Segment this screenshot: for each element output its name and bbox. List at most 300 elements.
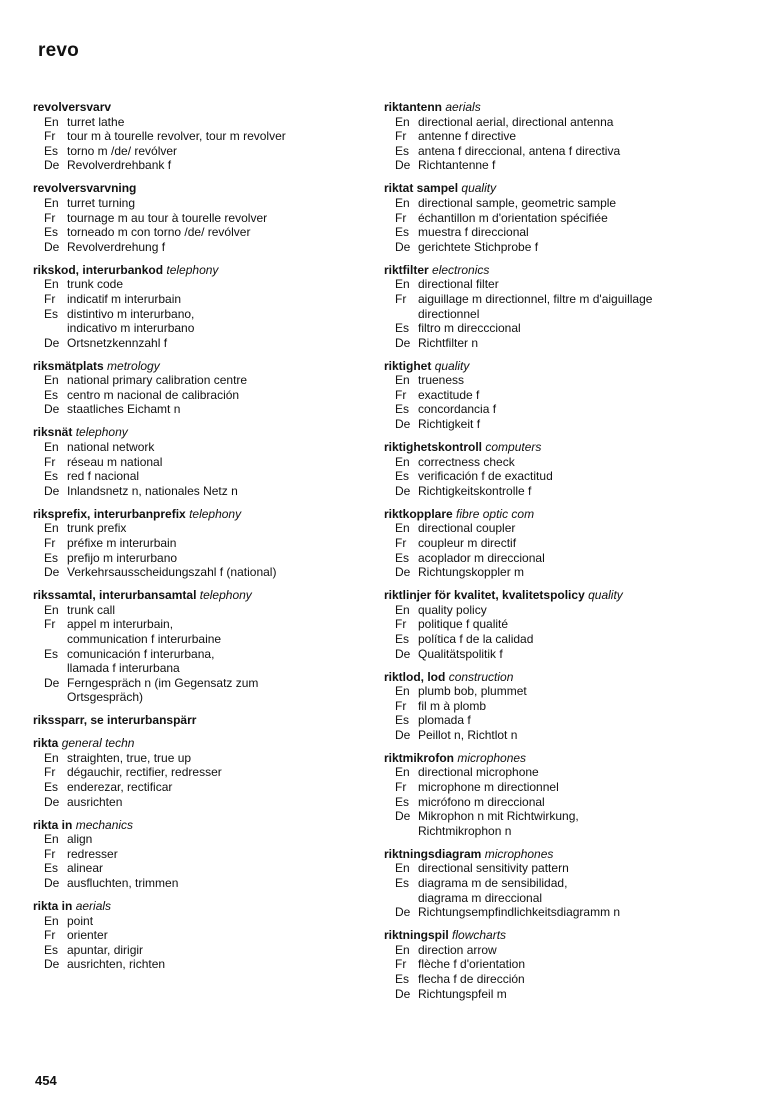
dictionary-entry [384, 100, 724, 173]
translation-line [384, 484, 724, 499]
translation-line [33, 536, 358, 551]
translation-text: directional aerial, directional antenna [418, 114, 614, 129]
translation-text: indicatif m interurbain [67, 291, 182, 306]
headword: riktantenn [384, 100, 443, 114]
language-code: En [44, 277, 59, 292]
language-code: En [395, 765, 410, 780]
translation-line [384, 699, 724, 714]
translation-text: flecha f de dirección [418, 971, 525, 986]
language-code: En [44, 195, 59, 210]
language-code: Fr [395, 387, 407, 402]
language-code: Es [395, 402, 410, 417]
translation-line [33, 603, 358, 618]
language-code: Fr [395, 957, 407, 972]
dictionary-entry [384, 181, 724, 254]
entry-heading [33, 359, 358, 374]
subject-domain: computers [485, 440, 542, 455]
translation-line [384, 905, 724, 920]
translation-text: ausrichten [67, 794, 123, 809]
headword: rikta [33, 736, 59, 751]
translation-line [33, 751, 358, 766]
language-code: De [395, 646, 411, 661]
translation-continuation [384, 307, 724, 322]
translation-line [384, 196, 724, 211]
entry-heading [33, 100, 358, 115]
translation-text: Richtungsempfindlichkeitsdiagramm n [418, 905, 621, 920]
translation-text: Mikrophon n mit Richtwirkung, [418, 809, 579, 824]
translation-line [33, 957, 358, 972]
translation-text: microphone m directionnel [418, 780, 559, 795]
language-code: Fr [44, 291, 56, 306]
language-code: De [395, 239, 411, 254]
translation-line [384, 211, 724, 226]
language-code: Fr [395, 210, 407, 225]
dictionary-entry [384, 359, 724, 432]
translation-line [384, 728, 724, 743]
headword: riktfilter [384, 262, 429, 277]
translation-line [384, 373, 724, 388]
dictionary-entry [33, 507, 358, 580]
dictionary-entry [384, 588, 724, 661]
translation-text: tournage m au tour à tourelle revolver [67, 210, 268, 225]
headword: rikssamtal, interurbansamtal [33, 588, 197, 603]
translation-line [384, 455, 724, 470]
translation-text: national primary calibration centre [67, 373, 248, 388]
language-code: En [395, 602, 410, 617]
dictionary-entry [384, 847, 724, 920]
translation-line [33, 847, 358, 862]
subject-domain: quality [588, 588, 623, 603]
language-code: Es [44, 306, 59, 321]
language-code: De [44, 239, 60, 254]
translation-line [384, 972, 724, 987]
headword: rikssparr, se interurbanspärr [33, 713, 197, 728]
dictionary-entry [384, 440, 724, 498]
translation-text: exactitude f [418, 387, 480, 402]
language-code: En [44, 114, 59, 129]
translation-text: trunk code [67, 277, 124, 292]
dictionary-entry [33, 899, 358, 972]
translation-text: ausfluchten, trimmen [67, 876, 179, 891]
translation-line [33, 943, 358, 958]
translation-line [33, 928, 358, 943]
entry-heading [33, 507, 358, 522]
translation-line [33, 373, 358, 388]
dictionary-entry [33, 359, 358, 417]
entry-heading [384, 440, 724, 455]
dictionary-entry [384, 928, 724, 1001]
entry-heading [384, 847, 724, 862]
language-code: De [44, 675, 60, 690]
language-code: De [395, 483, 411, 498]
translation-text: indicativo m interurbano [67, 321, 195, 336]
entry-heading [33, 899, 358, 914]
translation-line [33, 521, 358, 536]
language-code: En [44, 521, 59, 536]
language-code: En [395, 861, 410, 876]
language-code: Fr [44, 765, 56, 780]
translation-line [384, 469, 724, 484]
translation-line [384, 158, 724, 173]
dictionary-entry [33, 100, 358, 173]
language-code: De [44, 483, 60, 498]
translation-text: Verkehrsausscheidungszahl f (national) [67, 565, 277, 580]
translation-line [33, 551, 358, 566]
translation-text: Ortsgespräch) [67, 690, 144, 705]
translation-text: plomada f [418, 713, 471, 728]
translation-line [33, 795, 358, 810]
language-code: Fr [44, 928, 56, 943]
subject-domain: fibre optic com [456, 506, 535, 521]
dictionary-entry [33, 263, 358, 351]
translation-line [384, 876, 724, 891]
language-code: Es [395, 225, 410, 240]
translation-text: préfixe m interurbain [67, 535, 177, 550]
headword: rikta in [33, 899, 73, 913]
entry-heading [384, 751, 724, 766]
translation-continuation [384, 891, 724, 906]
entry-heading [33, 588, 358, 603]
translation-line [384, 987, 724, 1002]
headword: revolversvarv [33, 100, 112, 114]
language-code: Fr [44, 617, 56, 632]
translation-text: correctness check [418, 454, 515, 469]
entry-heading [384, 359, 724, 374]
translation-line [33, 129, 358, 144]
language-code: Es [44, 550, 59, 565]
translation-text: coupleur m directif [418, 535, 517, 550]
translation-line [384, 551, 724, 566]
language-code: Fr [44, 535, 56, 550]
language-code: De [395, 905, 411, 920]
subject-domain: telephony [189, 506, 242, 521]
translation-text: prefijo m interurbano [67, 550, 178, 565]
entry-heading [384, 181, 724, 196]
entry-heading [384, 263, 724, 278]
dictionary-entry [33, 425, 358, 498]
translation-text: ausrichten, richten [67, 957, 166, 972]
translation-continuation [33, 632, 358, 647]
translation-line [33, 617, 358, 632]
translation-line [384, 565, 724, 580]
subject-domain: construction [448, 669, 514, 684]
headword: riktningsdiagram [384, 846, 482, 861]
language-code: De [44, 335, 60, 350]
language-code: De [395, 727, 411, 742]
translation-text: Richtfilter n [418, 335, 479, 350]
language-code: Es [44, 942, 59, 957]
translation-text: filtro m direcccional [418, 321, 521, 336]
translation-text: échantillon m d'orientation spécifiée [418, 210, 608, 225]
headword: riktat sampel [384, 181, 459, 196]
translation-line [384, 632, 724, 647]
subject-domain: quality [461, 181, 497, 196]
language-code: De [395, 417, 411, 432]
translation-text: alinear [67, 861, 104, 876]
headword: riktmikrofon [384, 750, 455, 765]
translation-text: Richtungskoppler m [418, 565, 525, 580]
translation-text: align [67, 832, 93, 847]
language-code: En [44, 373, 59, 388]
translation-text: straighten, true, true up [67, 750, 192, 765]
translation-line [384, 617, 724, 632]
language-code: Fr [395, 129, 407, 144]
translation-text: antenne f directive [418, 129, 517, 144]
translation-line [33, 307, 358, 322]
language-code: Es [395, 713, 410, 728]
language-code: De [44, 565, 60, 580]
translation-line [384, 336, 724, 351]
language-code: Es [395, 794, 410, 809]
translation-line [384, 536, 724, 551]
language-code: Es [395, 469, 410, 484]
language-code: Es [44, 780, 59, 795]
translation-line [384, 129, 724, 144]
translation-line [33, 115, 358, 130]
translation-line [384, 417, 724, 432]
page-number: 454 [35, 1073, 57, 1088]
translation-line [33, 484, 358, 499]
translation-line [384, 603, 724, 618]
translation-line [33, 240, 358, 255]
entry-heading [384, 507, 724, 522]
subject-domain: aerials [445, 100, 481, 114]
language-code: Fr [395, 535, 407, 550]
translation-text: Richtigkeit f [418, 417, 481, 432]
language-code: En [395, 521, 410, 536]
translation-line [384, 225, 724, 240]
translation-text: national network [67, 440, 155, 455]
translation-line [33, 565, 358, 580]
translation-line [33, 832, 358, 847]
headword: riktighet [384, 358, 432, 373]
entry-heading [384, 928, 724, 943]
language-code: Fr [44, 210, 56, 225]
subject-domain: microphones [484, 846, 554, 861]
translation-line [33, 780, 358, 795]
entry-heading [33, 818, 358, 833]
dictionary-entry [384, 670, 724, 743]
translation-text: política f de la calidad [418, 631, 534, 646]
translation-text: torneado m con torno /de/ revólver [67, 225, 251, 240]
translation-text: staatliches Eichamt n [67, 402, 181, 417]
headword: revolversvarvning [33, 181, 137, 196]
subject-domain: quality [434, 358, 470, 373]
entry-heading [33, 425, 358, 440]
language-code: En [44, 440, 59, 455]
translation-line [33, 861, 358, 876]
translation-line [384, 780, 724, 795]
subject-domain: mechanics [75, 817, 134, 832]
subject-domain: telephony [166, 262, 219, 277]
translation-text: apuntar, dirigir [67, 942, 144, 957]
translation-line [384, 795, 724, 810]
dictionary-entry [33, 818, 358, 891]
entry-heading [33, 263, 358, 278]
dictionary-entry [384, 751, 724, 839]
translation-text: communication f interurbaine [67, 631, 222, 646]
translation-line [33, 388, 358, 403]
headword: riktighetskontroll [384, 440, 483, 455]
translation-line [33, 455, 358, 470]
subject-domain: electronics [432, 262, 490, 277]
language-code: Fr [395, 698, 407, 713]
translation-line [384, 521, 724, 536]
translation-line [33, 676, 358, 691]
translation-line [33, 158, 358, 173]
translation-line [384, 144, 724, 159]
translation-line [33, 144, 358, 159]
entry-heading [384, 588, 724, 603]
headword: riksprefix, interurbanprefix [33, 506, 186, 521]
translation-text: directional sensitivity pattern [418, 861, 569, 876]
translation-line [33, 647, 358, 662]
translation-line [384, 292, 724, 307]
translation-line [33, 765, 358, 780]
translation-line [33, 196, 358, 211]
language-code: De [44, 794, 60, 809]
headword: rikskod, interurbankod [33, 262, 164, 277]
language-code: En [44, 832, 59, 847]
translation-text: llamada f interurbana [67, 661, 180, 676]
language-code: Es [44, 387, 59, 402]
translation-text: appel m interurbain, [67, 617, 174, 632]
language-code: En [395, 114, 410, 129]
entry-heading [33, 181, 358, 196]
translation-line [384, 402, 724, 417]
translation-text: Ferngespräch n (im Gegensatz zum [67, 675, 259, 690]
translation-text: réseau m national [67, 454, 163, 469]
translation-line [33, 469, 358, 484]
language-code: Fr [44, 454, 56, 469]
dictionary-entry [33, 713, 358, 728]
translation-continuation [384, 824, 724, 839]
translation-line [384, 684, 724, 699]
dictionary-entry [33, 588, 358, 705]
translation-text: dégauchir, rectifier, redresser [67, 765, 222, 780]
translation-text: Inlandsnetz n, nationales Netz n [67, 483, 238, 498]
language-code: En [395, 684, 410, 699]
entry-heading [33, 713, 358, 728]
headword: riktningspil [384, 928, 449, 943]
language-code: De [395, 809, 411, 824]
language-code: Es [395, 321, 410, 336]
language-code: De [395, 335, 411, 350]
translation-text: quality policy [418, 602, 487, 617]
language-code: Es [44, 861, 59, 876]
language-code: Es [395, 550, 410, 565]
language-code: Fr [395, 291, 407, 306]
translation-text: directional coupler [418, 521, 516, 536]
language-code: De [44, 158, 60, 173]
subject-domain: flowcharts [452, 928, 507, 943]
entry-heading [384, 100, 724, 115]
translation-text: antena f direccional, antena f directiva [418, 143, 621, 158]
translation-continuation [33, 661, 358, 676]
translation-text: enderezar, rectificar [67, 780, 173, 795]
subject-domain: aerials [75, 899, 112, 913]
dictionary-entry [384, 507, 724, 580]
translation-text: trunk call [67, 602, 116, 617]
translation-line [33, 277, 358, 292]
language-code: De [395, 565, 411, 580]
translation-text: Richtantenne f [418, 158, 496, 173]
headword: riksmätplats [33, 358, 104, 373]
translation-line [33, 440, 358, 455]
language-code: Es [395, 631, 410, 646]
translation-text: torno m /de/ revólver [67, 143, 178, 158]
translation-text: flèche f d'orientation [418, 957, 526, 972]
translation-line [384, 240, 724, 255]
subject-domain: telephony [75, 425, 128, 440]
translation-text: red f nacional [67, 469, 140, 484]
translation-text: turret turning [67, 195, 136, 210]
translation-text: micrófono m direccional [418, 794, 545, 809]
language-code: En [44, 602, 59, 617]
translation-line [33, 336, 358, 351]
headword: rikta in [33, 817, 73, 832]
translation-text: acoplador m direccional [418, 550, 545, 565]
translation-text: distintivo m interurbano, [67, 306, 195, 321]
language-code: Es [395, 143, 410, 158]
page-header: revo [38, 40, 79, 61]
translation-text: Revolverdrehbank f [67, 158, 172, 173]
language-code: Es [395, 971, 410, 986]
translation-line [384, 809, 724, 824]
translation-line [384, 765, 724, 780]
subject-domain: telephony [199, 588, 252, 603]
translation-text: comunicación f interurbana, [67, 646, 215, 661]
translation-text: direction arrow [418, 942, 497, 957]
translation-text: directional filter [418, 277, 499, 292]
translation-text: Richtungspfeil m [418, 986, 507, 1001]
dictionary-column-right [384, 100, 724, 1010]
translation-line [384, 321, 724, 336]
language-code: En [395, 277, 410, 292]
translation-text: centro m nacional de calibración [67, 387, 240, 402]
headword: riktlinjer för kvalitet, kvalitetspolicy [384, 588, 585, 603]
subject-domain: microphones [457, 750, 527, 765]
translation-text: directional microphone [418, 765, 539, 780]
translation-text: politique f qualité [418, 617, 509, 632]
headword: riksnät [33, 425, 73, 440]
translation-text: tour m à tourelle revolver, tour m revolver [67, 129, 286, 144]
translation-line [384, 713, 724, 728]
language-code: De [395, 158, 411, 173]
language-code: De [44, 876, 60, 891]
headword: riktlod, lod [384, 669, 446, 684]
language-code: En [395, 195, 410, 210]
translation-text: Richtmikrophon n [418, 823, 512, 838]
translation-text: muestra f direccional [418, 225, 529, 240]
translation-text: gerichtete Stichprobe f [418, 239, 539, 254]
translation-line [384, 647, 724, 662]
translation-text: point [67, 913, 94, 928]
language-code: Fr [44, 846, 56, 861]
translation-text: trunk prefix [67, 521, 127, 536]
translation-line [384, 943, 724, 958]
language-code: Es [44, 469, 59, 484]
translation-line [384, 277, 724, 292]
translation-text: redresser [67, 846, 118, 861]
translation-text: directionnel [418, 306, 480, 321]
translation-line [33, 914, 358, 929]
translation-text: plumb bob, plummet [418, 684, 527, 699]
language-code: Es [395, 876, 410, 891]
translation-line [33, 211, 358, 226]
language-code: De [44, 957, 60, 972]
dictionary-entry [384, 263, 724, 351]
